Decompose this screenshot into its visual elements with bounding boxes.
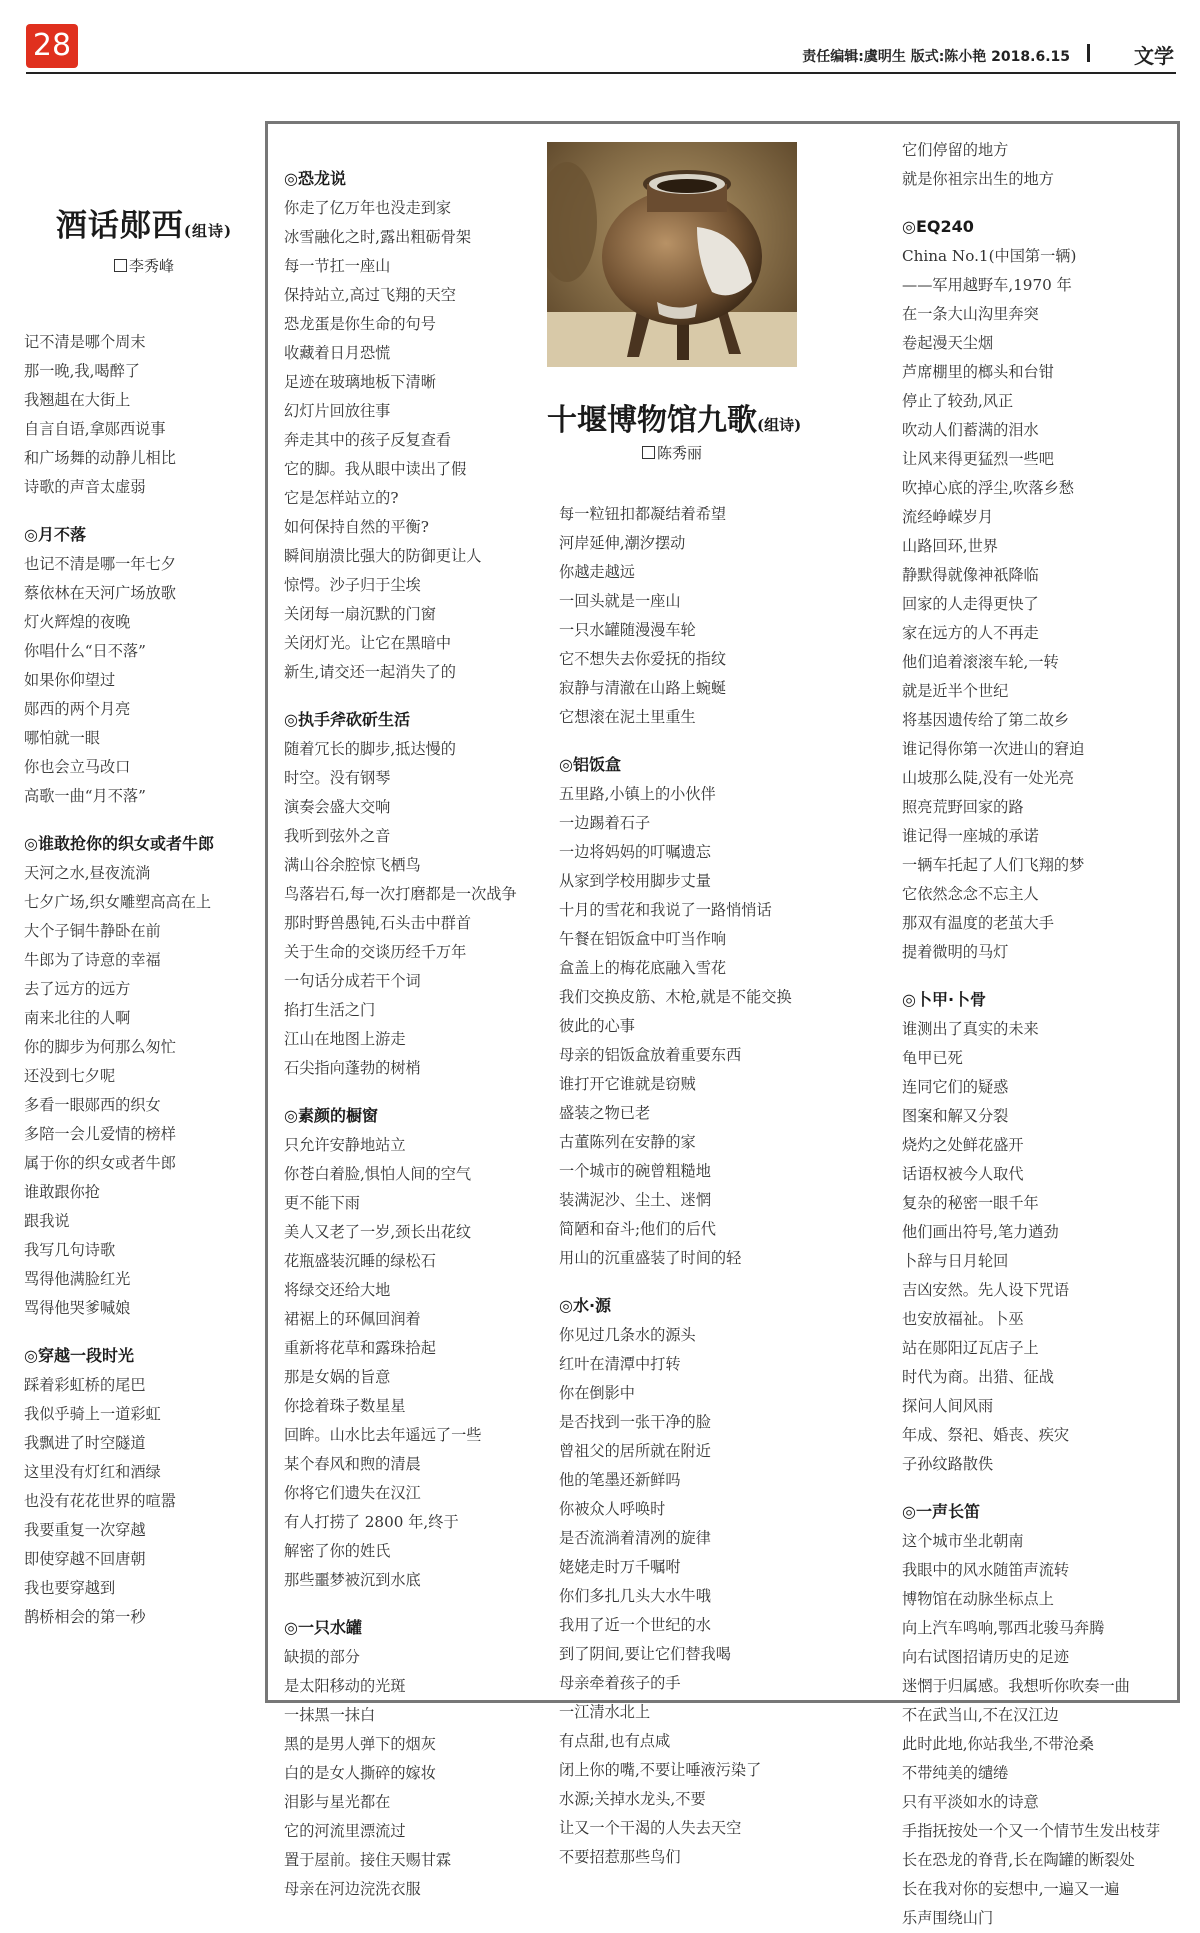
page-number: 28 xyxy=(26,24,78,68)
poem-line: 复杂的秘密一眼千年 xyxy=(902,1194,1039,1212)
poem-line: 你被众人呼唤时 xyxy=(559,1500,666,1518)
section-stanza xyxy=(284,194,554,687)
poem-line: 博物馆在动脉坐标点上 xyxy=(902,1590,1054,1608)
poem-line: 那时野兽愚钝,石头击中群首 xyxy=(284,914,472,932)
poem-line: China No.1(中国第一辆) xyxy=(902,247,1077,265)
poem-line: ——军用越野车,1970 年 xyxy=(902,276,1072,294)
poem-line: 回家的人走得更快了 xyxy=(902,595,1039,613)
poem-line: 解密了你的姓氏 xyxy=(284,1542,391,1560)
poem-line: 卷起漫天尘烟 xyxy=(902,334,994,352)
poem-line: 天河之水,昼夜流淌 xyxy=(24,864,151,882)
poem-line: 你们多扎几头大水牛哦 xyxy=(559,1587,711,1605)
poem-line: 那一晚,我,喝醉了 xyxy=(24,362,140,380)
poem-line: 我写几句诗歌 xyxy=(24,1241,116,1259)
poem-line: 让风来得更猛烈一些吧 xyxy=(902,450,1054,468)
poem-line: 如何保持自然的平衡? xyxy=(284,518,429,536)
poem-title-main: 十堰博物馆九歌(组诗) xyxy=(547,403,802,438)
poem-line: 芦席棚里的榔头和台钳 xyxy=(902,363,1054,381)
poem-line: 一句话分成若干个词 xyxy=(284,972,421,990)
poem-line: 山路回环,世界 xyxy=(902,537,998,555)
poem-line: 一辆车托起了人们飞翔的梦 xyxy=(902,856,1085,874)
poem-line: 白的是女人撕碎的嫁妆 xyxy=(284,1764,436,1782)
poem-line: 站在郧阳辽瓦店子上 xyxy=(902,1339,1039,1357)
section-stanza xyxy=(24,550,244,811)
poem-line: 母亲牵着孩子的手 xyxy=(559,1674,681,1692)
poem-line: 我眼中的风水随笛声流转 xyxy=(902,1561,1070,1579)
poem-line: 姥姥走时万千嘱咐 xyxy=(559,1558,681,1576)
poem-line: 图案和解又分裂 xyxy=(902,1107,1009,1125)
poem-line: 母亲在河边浣洗衣服 xyxy=(284,1880,421,1898)
section-title: ◎素颜的橱窗 xyxy=(284,1106,378,1125)
poem-line: 关闭每一扇沉默的门窗 xyxy=(284,605,436,623)
poem-line: 它的脚。我从眼中读出了假 xyxy=(284,460,467,478)
poem-line: 骂得他哭爹喊娘 xyxy=(24,1299,131,1317)
poem-line: 它的河流里漂流过 xyxy=(284,1822,406,1840)
poem-line: 它想滚在泥土里重生 xyxy=(559,708,696,726)
section-stanza xyxy=(24,859,244,1323)
poem-line: 它依然念念不忘主人 xyxy=(902,885,1039,903)
poem-line: 只有平淡如水的诗意 xyxy=(902,1793,1039,1811)
poem-line: 还没到七夕呢 xyxy=(24,1067,116,1085)
section-stanza xyxy=(902,242,1172,967)
poem-line: 年成、祭祀、婚丧、疾灾 xyxy=(902,1426,1070,1444)
poem-line: 黑的是男人弹下的烟灰 xyxy=(284,1735,436,1753)
poem-line: 手指抚按处一个又一个情节生发出枝芽 xyxy=(902,1822,1161,1840)
poem-line: 山坡那么陡,没有一处光亮 xyxy=(902,769,1074,787)
main-col-2 xyxy=(559,500,829,1872)
poem-line: 古董陈列在安静的家 xyxy=(559,1133,696,1151)
poem-line: 你见过几条水的源头 xyxy=(559,1326,696,1344)
poem-line: 话语权被今人取代 xyxy=(902,1165,1024,1183)
poem-line: 你唱什么“日不落” xyxy=(24,642,146,660)
poem-line: 哪怕就一眼 xyxy=(24,729,100,747)
poem-line: 从家到学校用脚步丈量 xyxy=(559,872,711,890)
poem-line: 卜辞与日月轮回 xyxy=(902,1252,1009,1270)
poem-line: 置于屋前。接住天赐甘霖 xyxy=(284,1851,452,1869)
poem-line: 你走了亿万年也没走到家 xyxy=(284,199,452,217)
poem-line: 演奏会盛大交响 xyxy=(284,798,391,816)
intro-stanza xyxy=(559,500,829,732)
section-title: ◎一声长笛 xyxy=(902,1502,980,1521)
poem-line: 踩着彩虹桥的尾巴 xyxy=(24,1376,146,1394)
poem-line: 我用了近一个世纪的水 xyxy=(559,1616,711,1634)
section-stanza xyxy=(902,1015,1172,1479)
poem-line: 也安放福祉。卜巫 xyxy=(902,1310,1024,1328)
poem-line: 一回头就是一座山 xyxy=(559,592,681,610)
poem-line: 回眸。山水比去年遥远了一些 xyxy=(284,1426,482,1444)
poem-line: 吹掉心底的浮尘,吹落乡愁 xyxy=(902,479,1074,497)
poem-line: 你越走越远 xyxy=(559,563,635,581)
poem-line: 满山谷余腔惊飞栖鸟 xyxy=(284,856,421,874)
poem-line: 一抹黑一抹白 xyxy=(284,1706,376,1724)
poem-line: 随着冗长的脚步,抵达慢的 xyxy=(284,740,456,758)
main-col-1 xyxy=(284,164,554,1904)
poem-line: 足迹在玻璃地板下清晰 xyxy=(284,373,436,391)
poem-line: 更不能下雨 xyxy=(284,1194,360,1212)
poem-line: 提着微明的马灯 xyxy=(902,943,1009,961)
poem-line: 一江清水北上 xyxy=(559,1703,651,1721)
poem-line: 灯火辉煌的夜晚 xyxy=(24,613,131,631)
poem-line: 向上汽车鸣响,鄂西北骏马奔腾 xyxy=(902,1619,1105,1637)
poem-line: 属于你的织女或者牛郎 xyxy=(24,1154,176,1172)
header-rule xyxy=(26,72,1176,74)
intro-stanza xyxy=(902,136,1172,194)
poem-line: 你也会立马改口 xyxy=(24,758,131,776)
poem-line: 每一粒钮扣都凝结着希望 xyxy=(559,505,727,523)
poem-line: 这里没有灯红和酒绿 xyxy=(24,1463,161,1481)
poem-line: 有人打捞了 2800 年,终于 xyxy=(284,1513,459,1531)
poem-line: 连同它们的疑惑 xyxy=(902,1078,1009,1096)
poem-line: 午餐在铝饭盒中叮当作响 xyxy=(559,930,727,948)
section-stanza xyxy=(284,1643,554,1904)
section-stanza xyxy=(284,1131,554,1595)
poem-line: 谁打开它谁就是窃贼 xyxy=(559,1075,696,1093)
poem-line: 迷惘于归属感。我想听你吹奏一曲 xyxy=(902,1677,1130,1695)
poem-line: 收藏着日月恐慌 xyxy=(284,344,391,362)
poem-line: 蔡依林在天河广场放歌 xyxy=(24,584,176,602)
poem-line: 我们交换皮筋、木枪,就是不能交换 xyxy=(559,988,792,1006)
poem-line: 将基因遗传给了第二故乡 xyxy=(902,711,1070,729)
poem-line: 家在远方的人不再走 xyxy=(902,624,1039,642)
poem-line: 鸟落岩石,每一次打磨都是一次战争 xyxy=(284,885,517,903)
poem-line: 他的笔墨还新鲜吗 xyxy=(559,1471,681,1489)
poem-line: 你将它们遗失在汉江 xyxy=(284,1484,421,1502)
poem-line: 江山在地图上游走 xyxy=(284,1030,406,1048)
intro-stanza xyxy=(24,328,244,502)
poem-line: 美人又老了一岁,颈长出花纹 xyxy=(284,1223,472,1241)
poem-line: 寂静与清澈在山路上蜿蜒 xyxy=(559,679,727,697)
poem-line: 有点甜,也有点咸 xyxy=(559,1732,671,1750)
poem-line: 吉凶安然。先人设下咒语 xyxy=(902,1281,1070,1299)
poem-line: 你的脚步为何那么匆忙 xyxy=(24,1038,176,1056)
poem-line: 花瓶盛装沉睡的绿松石 xyxy=(284,1252,436,1270)
poem-line: 记不清是哪个周末 xyxy=(24,333,146,351)
poem-line: 幻灯片回放往事 xyxy=(284,402,391,420)
poem-line: 一只水罐随漫漫车轮 xyxy=(559,621,696,639)
poem-line: 装满泥沙、尘土、迷惘 xyxy=(559,1191,711,1209)
poem-line: 保持站立,高过飞翔的天空 xyxy=(284,286,456,304)
poem-line: 也记不清是哪一年七夕 xyxy=(24,555,176,573)
poem-line: 它们停留的地方 xyxy=(902,141,1009,159)
poem-line: 子孙纹路散佚 xyxy=(902,1455,994,1473)
poem-line: 掐打生活之门 xyxy=(284,1001,376,1019)
poem-line: 和广场舞的动静儿相比 xyxy=(24,449,176,467)
poem-line: 也没有花花世界的喧嚣 xyxy=(24,1492,176,1510)
poem-line: 向右试图招请历史的足迹 xyxy=(902,1648,1070,1666)
section-title: ◎谁敢抢你的织女或者牛郎 xyxy=(24,834,214,853)
pottery-illustration xyxy=(547,142,797,367)
poem-line: 那双有温度的老茧大手 xyxy=(902,914,1054,932)
poem-line: 我也要穿越到 xyxy=(24,1579,116,1597)
poem-line: 静默得就像神祇降临 xyxy=(902,566,1039,584)
poem-line: 南来北往的人啊 xyxy=(24,1009,131,1027)
poem-line: 长在恐龙的脊背,长在陶罐的断裂处 xyxy=(902,1851,1135,1869)
poem-line: 多看一眼郧西的织女 xyxy=(24,1096,161,1114)
poem-line: 你捻着珠子数星星 xyxy=(284,1397,406,1415)
poem-line: 你苍白着脸,惧怕人间的空气 xyxy=(284,1165,472,1183)
poem-line: 奔走其中的孩子反复查看 xyxy=(284,431,452,449)
section-stanza xyxy=(902,1527,1172,1933)
section-stanza xyxy=(284,735,554,1083)
poem-line: 谁记得一座城的承诺 xyxy=(902,827,1039,845)
poem-line: 跟我说 xyxy=(24,1212,70,1230)
section-stanza xyxy=(559,780,829,1273)
poem-line: 他们画出符号,笔力遒劲 xyxy=(902,1223,1059,1241)
poem-line: 我似乎骑上一道彩虹 xyxy=(24,1405,161,1423)
poem-line: 就是近半个世纪 xyxy=(902,682,1009,700)
poem-line: 吹动人们蓄满的泪水 xyxy=(902,421,1039,439)
poem-line: 牛郎为了诗意的幸福 xyxy=(24,951,161,969)
poem-line: 如果你仰望过 xyxy=(24,671,116,689)
poem-line: 大个子铜牛静卧在前 xyxy=(24,922,161,940)
poem-author-left: 李秀峰 xyxy=(44,255,244,276)
poem-line: 让又一个干渴的人失去天空 xyxy=(559,1819,742,1837)
poem-line: 是太阳移动的光斑 xyxy=(284,1677,406,1695)
poem-line: 那些噩梦被沉到水底 xyxy=(284,1571,421,1589)
section-title: ◎一只水罐 xyxy=(284,1618,362,1637)
poem-line: 乐声围绕山门 xyxy=(902,1909,994,1927)
section-title: ◎卜甲·卜骨 xyxy=(902,990,987,1009)
section-title: ◎穿越一段时光 xyxy=(24,1346,134,1365)
poem-line: 不在武当山,不在汉江边 xyxy=(902,1706,1059,1724)
poem-line: 河岸延伸,潮汐摆动 xyxy=(559,534,686,552)
poem-line: 惊愕。沙子归于尘埃 xyxy=(284,576,421,594)
poem-line: 我要重复一次穿越 xyxy=(24,1521,146,1539)
left-poem xyxy=(24,200,244,1632)
poem-line: 他们追着滚滚车轮,一转 xyxy=(902,653,1059,671)
poem-line: 泪影与星光都在 xyxy=(284,1793,391,1811)
poem-line: 红叶在清潭中打转 xyxy=(559,1355,681,1373)
poem-line: 去了远方的远方 xyxy=(24,980,131,998)
poem-line: 我翘趄在大街上 xyxy=(24,391,131,409)
pottery-photo xyxy=(547,142,797,367)
poem-line: 裙裾上的环佩回润着 xyxy=(284,1310,421,1328)
poem-line: 母亲的铝饭盒放着重要东西 xyxy=(559,1046,742,1064)
poem-line: 新生,请交还一起消失了的 xyxy=(284,663,456,681)
poem-line: 长在我对你的妄想中,一遍又一遍 xyxy=(902,1880,1120,1898)
poem-line: 流经峥嵘岁月 xyxy=(902,508,994,526)
poem-line: 谁敢跟你抢 xyxy=(24,1183,100,1201)
poem-line: 重新将花草和露珠拾起 xyxy=(284,1339,436,1357)
poem-line: 用山的沉重盛装了时间的轻 xyxy=(559,1249,742,1267)
header-divider xyxy=(1087,44,1090,62)
poem-line: 龟甲已死 xyxy=(902,1049,963,1067)
poem-line: 一边踢着石子 xyxy=(559,814,651,832)
poem-line: 不要招惹那些鸟们 xyxy=(559,1848,681,1866)
poem-line: 谁测出了真实的未来 xyxy=(902,1020,1039,1038)
poem-line: 每一节扛一座山 xyxy=(284,257,391,275)
poem-line: 某个春风和煦的清晨 xyxy=(284,1455,421,1473)
poem-line: 五里路,小镇上的小伙伴 xyxy=(559,785,716,803)
poem-line: 这个城市坐北朝南 xyxy=(902,1532,1024,1550)
poem-line: 就是你祖宗出生的地方 xyxy=(902,170,1054,188)
poem-line: 冰雪融化之时,露出粗砺骨架 xyxy=(284,228,472,246)
poem-line: 多陪一会儿爱情的榜样 xyxy=(24,1125,176,1143)
section-title: ◎铝饭盒 xyxy=(559,755,621,774)
poem-line: 它不想失去你爱抚的指纹 xyxy=(559,650,727,668)
poem-line: 即使穿越不回唐朝 xyxy=(24,1550,146,1568)
poem-line: 是否流淌着清冽的旋律 xyxy=(559,1529,711,1547)
poem-line: 恐龙蛋是你生命的句号 xyxy=(284,315,436,333)
poem-line: 自言自语,拿郧西说事 xyxy=(24,420,166,438)
poem-line: 关于生命的交谈历经千万年 xyxy=(284,943,467,961)
poem-line: 照亮荒野回家的路 xyxy=(902,798,1024,816)
poem-line: 骂得他满脸红光 xyxy=(24,1270,131,1288)
poem-line: 石尖指向蓬勃的树梢 xyxy=(284,1059,421,1077)
poem-line: 十月的雪花和我说了一路悄悄话 xyxy=(559,901,772,919)
main-col-3 xyxy=(902,136,1172,1933)
poem-line: 一个城市的碗曾粗糙地 xyxy=(559,1162,711,1180)
poem-line: 盒盖上的梅花底融入雪花 xyxy=(559,959,727,977)
poem-line: 探问人间风雨 xyxy=(902,1397,994,1415)
poem-line: 是否找到一张干净的脸 xyxy=(559,1413,711,1431)
poem-line: 那是女娲的旨意 xyxy=(284,1368,391,1386)
poem-line: 闭上你的嘴,不要让唾液污染了 xyxy=(559,1761,762,1779)
section-title: ◎恐龙说 xyxy=(284,169,346,188)
poem-line: 曾祖父的居所就在附近 xyxy=(559,1442,711,1460)
poem-line: 一边将妈妈的叮嘱遗忘 xyxy=(559,843,711,861)
poem-title-left: 酒话郧西(组诗) xyxy=(55,208,233,244)
poem-line: 缺损的部分 xyxy=(284,1648,360,1666)
poem-line: 七夕广场,织女雕塑高高在上 xyxy=(24,893,212,911)
poem-line: 它是怎样站立的? xyxy=(284,489,399,507)
poem-author-main: 陈秀丽 xyxy=(547,442,797,463)
poem-line: 彼此的心事 xyxy=(559,1017,635,1035)
poem-line: 在一条大山沟里奔突 xyxy=(902,305,1039,323)
poem-line: 烧灼之处鲜花盛开 xyxy=(902,1136,1024,1154)
poem-line: 关闭灯光。让它在黑暗中 xyxy=(284,634,452,652)
section-title: ◎月不落 xyxy=(24,525,86,544)
section-title: ◎EQ240 xyxy=(902,217,974,236)
editor-info: 责任编辑:虞明生 版式:陈小艳 2018.6.15 xyxy=(802,49,1070,65)
poem-line: 诗歌的声音太虚弱 xyxy=(24,478,146,496)
section-name: 文学 xyxy=(1134,44,1174,68)
section-title: ◎执手斧砍斫生活 xyxy=(284,710,410,729)
poem-line: 时空。没有钢琴 xyxy=(284,769,391,787)
poem-line: 瞬间崩溃比强大的防御更让人 xyxy=(284,547,482,565)
poem-line: 时代为商。出猎、征战 xyxy=(902,1368,1054,1386)
poem-line: 简陋和奋斗;他们的后代 xyxy=(559,1220,716,1238)
section-stanza xyxy=(24,1371,244,1632)
poem-line: 郧西的两个月亮 xyxy=(24,700,131,718)
poem-line: 高歌一曲“月不落” xyxy=(24,787,146,805)
poem-line: 不带纯美的缱绻 xyxy=(902,1764,1009,1782)
poem-line: 盛装之物已老 xyxy=(559,1104,651,1122)
section-title: ◎水·源 xyxy=(559,1296,612,1315)
section-stanza xyxy=(559,1321,829,1872)
poem-line: 停止了较劲,风正 xyxy=(902,392,1014,410)
poem-line: 我听到弦外之音 xyxy=(284,827,391,845)
poem-line: 此时此地,你站我坐,不带沧桑 xyxy=(902,1735,1094,1753)
poem-line: 鹊桥相会的第一秒 xyxy=(24,1608,146,1626)
poem-line: 只允许安静地站立 xyxy=(284,1136,406,1154)
poem-line: 我飘进了时空隧道 xyxy=(24,1434,146,1452)
poem-line: 到了阴间,要让它们替我喝 xyxy=(559,1645,731,1663)
poem-line: 谁记得你第一次进山的窘迫 xyxy=(902,740,1085,758)
poem-line: 水源;关掉水龙头,不要 xyxy=(559,1790,706,1808)
poem-line: 将绿交还给大地 xyxy=(284,1281,391,1299)
poem-line: 你在倒影中 xyxy=(559,1384,635,1402)
